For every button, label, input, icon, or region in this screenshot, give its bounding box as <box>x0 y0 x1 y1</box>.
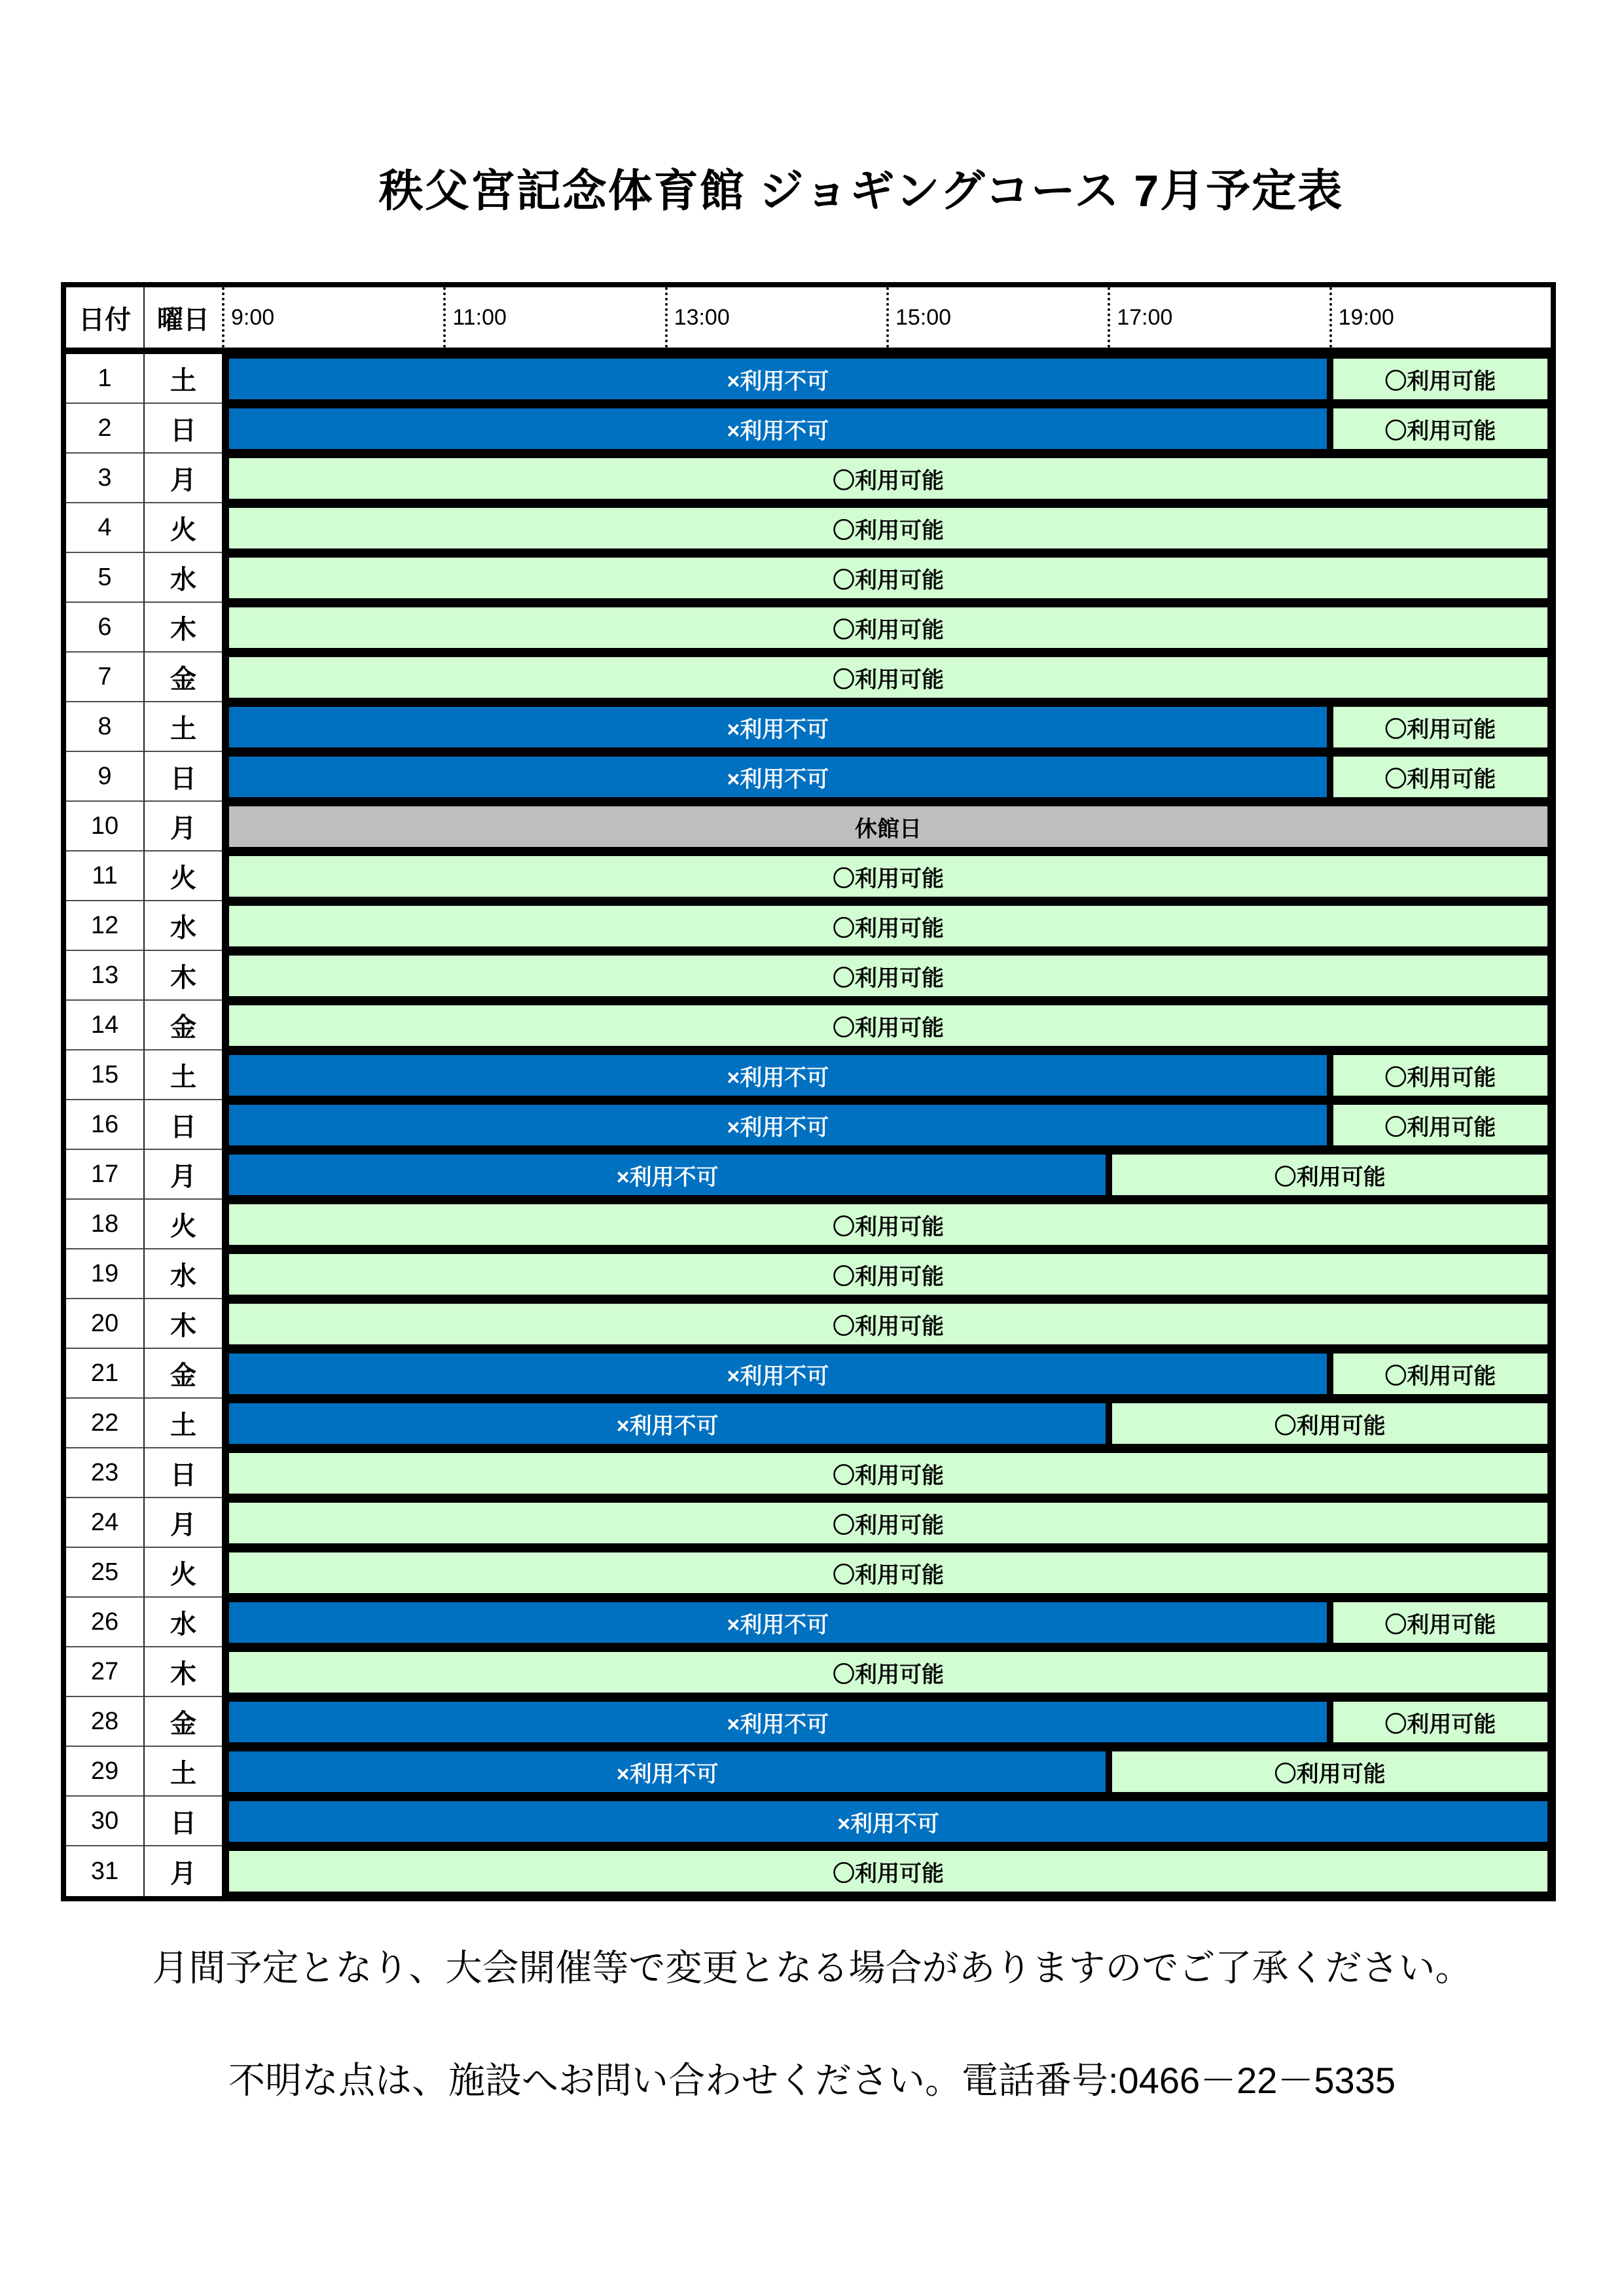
segment-available: 〇利用可能 <box>1112 1751 1547 1792</box>
date-cell: 31 <box>66 1846 145 1896</box>
schedule-area <box>222 1100 1551 1150</box>
segment-unavailable: ×利用不可 <box>229 1602 1327 1643</box>
day-cell: 木 <box>145 1647 222 1697</box>
day-cell: 日 <box>145 1448 222 1498</box>
segment-available: 〇利用可能 <box>1333 1602 1547 1643</box>
schedule-row <box>66 1050 1551 1100</box>
segment-unavailable: ×利用不可 <box>229 707 1327 747</box>
date-cell: 25 <box>66 1548 145 1598</box>
segment-available: 〇利用可能 <box>229 1851 1547 1892</box>
schedule-row <box>66 901 1551 951</box>
schedule-area <box>222 1598 1551 1647</box>
day-cell: 日 <box>145 1797 222 1846</box>
segment-available: 〇利用可能 <box>229 1552 1547 1593</box>
schedule-area <box>222 503 1551 553</box>
date-cell: 2 <box>66 404 145 454</box>
date-cell: 18 <box>66 1200 145 1249</box>
day-cell: 日 <box>145 404 222 454</box>
schedule-row <box>66 603 1551 653</box>
date-cell: 8 <box>66 702 145 752</box>
segment-available: 〇利用可能 <box>229 657 1547 698</box>
segment-available: 〇利用可能 <box>229 956 1547 996</box>
date-cell: 1 <box>66 354 145 404</box>
day-cell: 日 <box>145 1100 222 1150</box>
date-cell: 27 <box>66 1647 145 1697</box>
date-cell: 4 <box>66 503 145 553</box>
schedule-area <box>222 1498 1551 1548</box>
schedule-row <box>66 1598 1551 1647</box>
time-header-cell: 19:00 <box>1329 287 1551 348</box>
segment-available: 〇利用可能 <box>229 1652 1547 1693</box>
segment-available: 〇利用可能 <box>1333 707 1547 747</box>
schedule-area <box>222 1349 1551 1399</box>
page-title: 秩父宮記念体育館 ジョギングコース 7月予定表 <box>378 166 1344 216</box>
day-cell: 土 <box>145 1050 222 1100</box>
day-cell: 水 <box>145 553 222 603</box>
date-cell: 24 <box>66 1498 145 1548</box>
date-cell: 22 <box>66 1399 145 1448</box>
schedule-area <box>222 1150 1551 1200</box>
segment-available: 〇利用可能 <box>1112 1155 1547 1195</box>
date-cell: 21 <box>66 1349 145 1399</box>
date-cell: 12 <box>66 901 145 951</box>
schedule-area <box>222 354 1551 404</box>
day-cell: 土 <box>145 1747 222 1797</box>
note-contact: 不明な点は、施設へお問い合わせください。電話番号:0466－22－5335 <box>228 2060 1396 2101</box>
segment-unavailable: ×利用不可 <box>229 1105 1327 1145</box>
schedule-row <box>66 1697 1551 1747</box>
segment-available: 〇利用可能 <box>229 607 1547 648</box>
schedule-row <box>66 653 1551 702</box>
day-cell: 月 <box>145 802 222 852</box>
schedule-row <box>66 1299 1551 1349</box>
date-cell: 30 <box>66 1797 145 1846</box>
day-cell: 月 <box>145 454 222 503</box>
segment-closed: 休館日 <box>229 806 1547 847</box>
day-cell: 木 <box>145 603 222 653</box>
segment-available: 〇利用可能 <box>1333 1702 1547 1742</box>
day-cell: 日 <box>145 752 222 802</box>
day-cell: 火 <box>145 1200 222 1249</box>
day-cell: 土 <box>145 1399 222 1448</box>
schedule-area <box>222 951 1551 1001</box>
day-cell: 木 <box>145 1299 222 1349</box>
schedule-area <box>222 702 1551 752</box>
segment-available: 〇利用可能 <box>1333 1105 1547 1145</box>
segment-available: 〇利用可能 <box>1333 1055 1547 1096</box>
time-header-cell: 15:00 <box>886 287 1108 348</box>
schedule-row <box>66 1150 1551 1200</box>
segment-available: 〇利用可能 <box>229 1204 1547 1245</box>
date-cell: 10 <box>66 802 145 852</box>
schedule-row <box>66 1399 1551 1448</box>
segment-available: 〇利用可能 <box>229 558 1547 598</box>
schedule-row <box>66 553 1551 603</box>
day-cell: 月 <box>145 1498 222 1548</box>
segment-available: 〇利用可能 <box>229 1005 1547 1046</box>
day-cell: 土 <box>145 354 222 404</box>
schedule-area <box>222 1697 1551 1747</box>
schedule-row <box>66 1249 1551 1299</box>
time-header-cell: 9:00 <box>222 287 443 348</box>
segment-available: 〇利用可能 <box>229 906 1547 946</box>
date-cell: 17 <box>66 1150 145 1200</box>
note-monthly: 月間予定となり、大会開催等で変更となる場合がありますのでご了承ください。 <box>152 1947 1472 1988</box>
schedule-row <box>66 503 1551 553</box>
date-cell: 3 <box>66 454 145 503</box>
schedule-row <box>66 454 1551 503</box>
schedule-area <box>222 1647 1551 1697</box>
segment-available: 〇利用可能 <box>229 458 1547 499</box>
date-cell: 7 <box>66 653 145 702</box>
header-day-cell: 曜日 <box>157 305 209 334</box>
schedule-row <box>66 1747 1551 1797</box>
day-cell: 金 <box>145 653 222 702</box>
schedule-row <box>66 752 1551 802</box>
segment-unavailable: ×利用不可 <box>229 1055 1327 1096</box>
segment-available: 〇利用可能 <box>229 856 1547 897</box>
schedule-area <box>222 752 1551 802</box>
segment-available: 〇利用可能 <box>229 1304 1547 1344</box>
schedule-area <box>222 1001 1551 1050</box>
schedule-table <box>61 282 1556 1901</box>
time-header-row <box>222 287 1551 348</box>
segment-available: 〇利用可能 <box>1333 757 1547 797</box>
table-header-row <box>66 287 1551 354</box>
schedule-area <box>222 454 1551 503</box>
segment-unavailable: ×利用不可 <box>229 757 1327 797</box>
schedule-area <box>222 1200 1551 1249</box>
schedule-row <box>66 1100 1551 1150</box>
schedule-area <box>222 1050 1551 1100</box>
schedule-area <box>222 1548 1551 1598</box>
date-cell: 9 <box>66 752 145 802</box>
segment-available: 〇利用可能 <box>1333 408 1547 449</box>
segment-unavailable: ×利用不可 <box>229 1354 1327 1394</box>
date-cell: 14 <box>66 1001 145 1050</box>
date-cell: 5 <box>66 553 145 603</box>
date-cell: 16 <box>66 1100 145 1150</box>
schedule-row <box>66 1797 1551 1846</box>
segment-available: 〇利用可能 <box>1333 359 1547 399</box>
schedule-row <box>66 1001 1551 1050</box>
day-cell: 月 <box>145 1150 222 1200</box>
date-cell: 19 <box>66 1249 145 1299</box>
schedule-area <box>222 1399 1551 1448</box>
date-cell: 15 <box>66 1050 145 1100</box>
schedule-row <box>66 1349 1551 1399</box>
day-cell: 火 <box>145 503 222 553</box>
day-cell: 木 <box>145 951 222 1001</box>
schedule-area <box>222 553 1551 603</box>
schedule-row <box>66 1448 1551 1498</box>
schedule-row <box>66 354 1551 404</box>
day-cell: 水 <box>145 1249 222 1299</box>
header-date-cell: 日付 <box>66 287 145 348</box>
segment-unavailable: ×利用不可 <box>229 359 1327 399</box>
schedule-area <box>222 1249 1551 1299</box>
schedule-area <box>222 901 1551 951</box>
schedule-area <box>222 404 1551 454</box>
day-cell: 火 <box>145 1548 222 1598</box>
date-cell: 26 <box>66 1598 145 1647</box>
date-cell: 6 <box>66 603 145 653</box>
segment-available: 〇利用可能 <box>229 1254 1547 1295</box>
table-body <box>66 354 1551 1896</box>
schedule-row <box>66 1846 1551 1896</box>
day-cell: 金 <box>145 1001 222 1050</box>
segment-available: 〇利用可能 <box>229 1503 1547 1543</box>
schedule-row <box>66 951 1551 1001</box>
segment-unavailable: ×利用不可 <box>229 1751 1106 1792</box>
date-cell: 11 <box>66 852 145 901</box>
schedule-row <box>66 702 1551 752</box>
date-cell: 13 <box>66 951 145 1001</box>
segment-unavailable: ×利用不可 <box>229 1702 1327 1742</box>
schedule-area <box>222 852 1551 901</box>
segment-available: 〇利用可能 <box>229 1453 1547 1494</box>
segment-available: 〇利用可能 <box>1112 1403 1547 1444</box>
schedule-area <box>222 1448 1551 1498</box>
time-header-cell: 17:00 <box>1108 287 1329 348</box>
schedule-row <box>66 852 1551 901</box>
schedule-row <box>66 404 1551 454</box>
schedule-area <box>222 653 1551 702</box>
schedule-area <box>222 1299 1551 1349</box>
segment-unavailable: ×利用不可 <box>229 1403 1106 1444</box>
date-cell: 23 <box>66 1448 145 1498</box>
time-header-cell: 11:00 <box>443 287 664 348</box>
schedule-row <box>66 1548 1551 1598</box>
schedule-row <box>66 1647 1551 1697</box>
day-cell: 月 <box>170 1859 196 1888</box>
schedule-area <box>222 802 1551 852</box>
schedule-area <box>222 1846 1551 1896</box>
time-header-cell: 13:00 <box>665 287 886 348</box>
day-cell: 水 <box>145 1598 222 1647</box>
day-cell: 金 <box>145 1697 222 1747</box>
schedule-area <box>222 1797 1551 1846</box>
day-cell: 水 <box>145 901 222 951</box>
schedule-row <box>66 802 1551 852</box>
schedule-area <box>222 1747 1551 1797</box>
day-cell: 土 <box>145 702 222 752</box>
segment-unavailable: ×利用不可 <box>229 1801 1547 1842</box>
day-cell: 火 <box>145 852 222 901</box>
date-cell: 20 <box>66 1299 145 1349</box>
date-cell: 29 <box>66 1747 145 1797</box>
segment-unavailable: ×利用不可 <box>229 1155 1106 1195</box>
schedule-row <box>66 1200 1551 1249</box>
segment-unavailable: ×利用不可 <box>229 408 1327 449</box>
schedule-row <box>66 1498 1551 1548</box>
segment-available: 〇利用可能 <box>229 508 1547 548</box>
date-cell: 28 <box>66 1697 145 1747</box>
day-cell: 金 <box>145 1349 222 1399</box>
segment-available: 〇利用可能 <box>1333 1354 1547 1394</box>
schedule-area <box>222 603 1551 653</box>
